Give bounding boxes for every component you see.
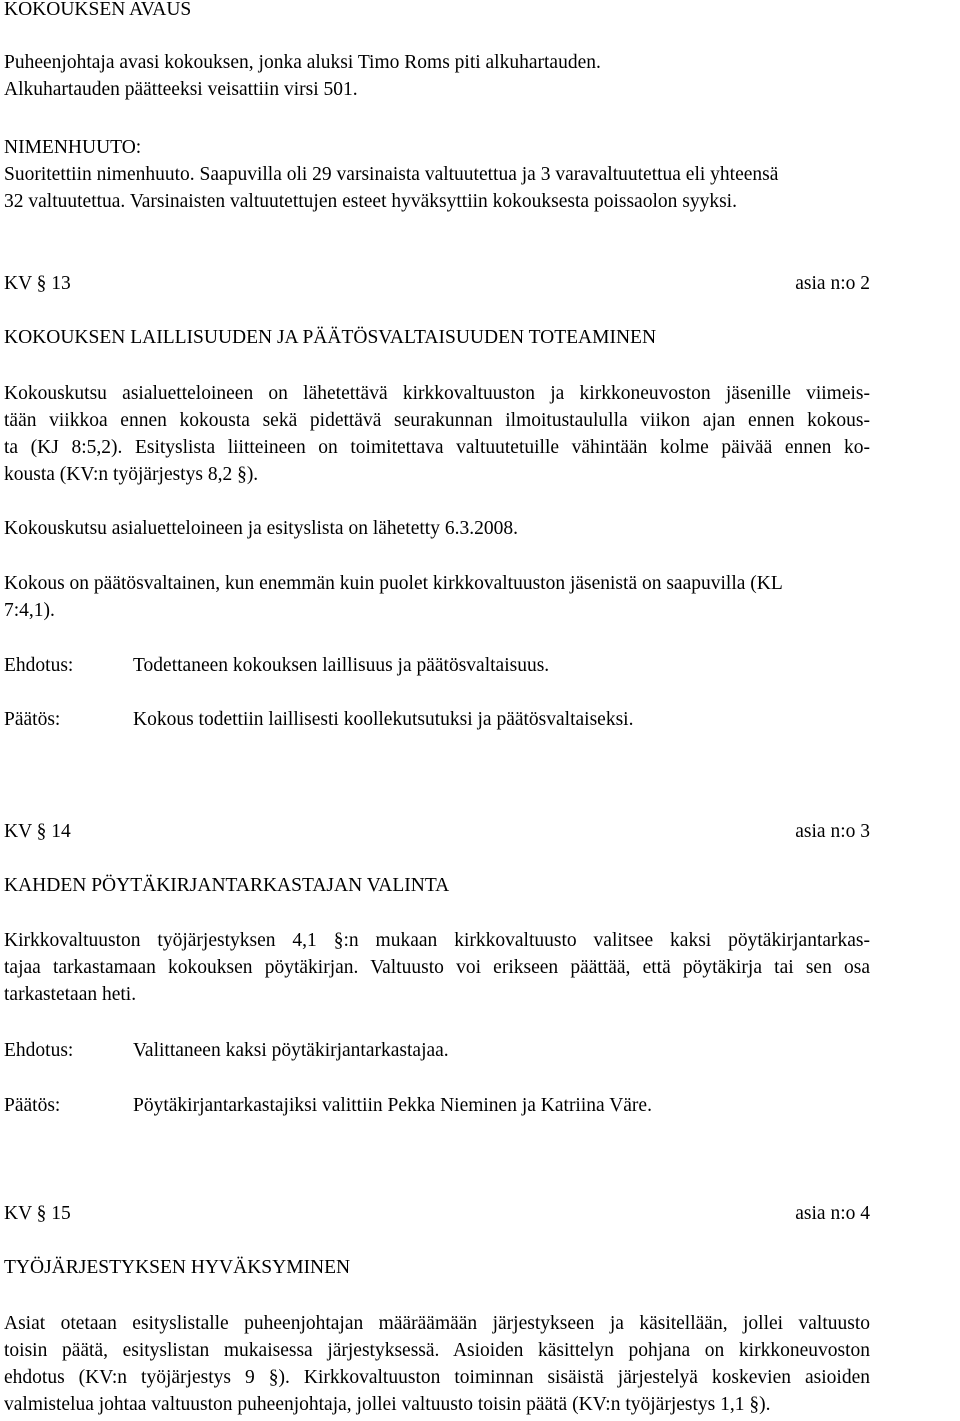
kv14-section-number: KV § 14	[4, 821, 71, 842]
kv15-item-number: asia n:o 4	[795, 1203, 870, 1224]
kv14-decision-text: Pöytäkirjantarkastajiksi valittiin Pekka Nieminen ja Katriina Väre.	[133, 1095, 652, 1116]
kv14-p1-line-3: tarkastetaan heti.	[4, 984, 137, 1005]
kv15-p1-line-1: Asiat otetaan esityslistalle puheenjohtajan määräämään järjestykseen ja käsitellään, jollei valtuusto	[4, 1313, 870, 1334]
kv13-header	[4, 270, 870, 297]
kv15-p1-line-4: valmistelua johtaa valtuuston puheenjohtaja, jollei valtuusto toisin päätä (KV:n työjärjestys 1,1 §).	[4, 1394, 771, 1415]
kv15-p1-line-3: ehdotus (KV:n työjärjestys 9 §). Kirkkovaltuuston toiminnan sisäistä järjestelyä koskevien asioiden	[4, 1367, 870, 1388]
kv15-header	[4, 1200, 870, 1227]
section-heading-opening: KOKOUKSEN AVAUS	[4, 0, 192, 20]
kv13-decision	[4, 706, 870, 733]
kv13-p1-line-4: kousta (KV:n työjärjestys 8,2 §).	[4, 464, 259, 485]
kv14-item-number: asia n:o 3	[795, 821, 870, 842]
rollcall-line-2: 32 valtuutettua. Varsinaisten valtuutettujen esteet hyväksyttiin kokouksesta poissaolon syyksi.	[4, 191, 737, 212]
kv14-proposal-label: Ehdotus:	[4, 1040, 74, 1061]
section-rollcall	[4, 134, 870, 215]
kv15-title	[4, 1254, 870, 1281]
kv15-paragraph-1	[4, 1310, 870, 1418]
kv14-heading: KAHDEN PÖYTÄKIRJANTARKASTAJAN VALINTA	[4, 875, 450, 896]
kv13-p1-line-2: tään viikkoa ennen kokousta sekä pidettävä seurakunnan ilmoitustaululla viikon ajan ennen kokous-	[4, 410, 870, 431]
kv13-p2-line: Kokouskutsu asialuetteloineen ja esityslista on lähetetty 6.3.2008.	[4, 518, 518, 539]
kv13-paragraph-3	[4, 570, 870, 624]
kv13-proposal	[4, 652, 870, 679]
kv14-p1-line-1: Kirkkovaltuuston työjärjestyksen 4,1 §:n mukaan kirkkovaltuusto valitsee kaksi pöytäkirjantarkas-	[4, 930, 870, 951]
kv13-p1-line-3: ta (KJ 8:5,2). Esityslista liitteineen on toimitettava valtuutetuille vähintään kolme päivää ennen ko-	[4, 437, 870, 458]
kv13-paragraph-2	[4, 515, 870, 542]
kv13-decision-text: Kokous todettiin laillisesti koollekutsutuksi ja päätösvaltaiseksi.	[133, 709, 634, 730]
kv13-section-number: KV § 13	[4, 273, 71, 294]
section-heading-rollcall: NIMENHUUTO:	[4, 137, 142, 158]
kv13-item-number: asia n:o 2	[795, 273, 870, 294]
kv14-decision	[4, 1092, 870, 1119]
opening-paragraph	[4, 49, 870, 103]
kv13-heading: KOKOUKSEN LAILLISUUDEN JA PÄÄTÖSVALTAISUUDEN TOTEAMINEN	[4, 327, 657, 348]
kv14-header	[4, 818, 870, 845]
kv15-p1-line-2: toisin päätä, esityslistan mukaisessa järjestyksessä. Asioiden käsittelyn pohjana on kirkkoneuvoston	[4, 1340, 870, 1361]
kv14-proposal-text: Valittaneen kaksi pöytäkirjantarkastajaa.	[133, 1040, 449, 1061]
kv14-proposal	[4, 1037, 870, 1064]
kv15-section-number: KV § 15	[4, 1203, 71, 1224]
kv13-title	[4, 324, 870, 351]
kv13-proposal-text: Todettaneen kokouksen laillisuus ja päätösvaltaisuus.	[133, 655, 550, 676]
rollcall-line-1: Suoritettiin nimenhuuto. Saapuvilla oli 29 varsinaista valtuutettua ja 3 varavaltuutettua eli yhteensä	[4, 164, 779, 185]
kv14-paragraph-1	[4, 927, 870, 1008]
kv14-p1-line-2: tajaa tarkastamaan kokouksen pöytäkirjan. Valtuusto voi erikseen päättää, että pöytäkirja tai sen osa	[4, 957, 870, 978]
opening-line-1: Puheenjohtaja avasi kokouksen, jonka aluksi Timo Roms piti alkuhartauden.	[4, 52, 601, 73]
kv14-decision-label: Päätös:	[4, 1095, 61, 1116]
opening-line-2: Alkuhartauden päätteeksi veisattiin virsi 501.	[4, 79, 358, 100]
kv15-heading: TYÖJÄRJESTYKSEN HYVÄKSYMINEN	[4, 1257, 351, 1278]
kv13-proposal-label: Ehdotus:	[4, 655, 74, 676]
kv13-p3-line-1: Kokous on päätösvaltainen, kun enemmän kuin puolet kirkkovaltuuston jäsenistä on saapuvilla (KL	[4, 573, 783, 594]
kv14-title	[4, 872, 870, 899]
kv13-p1-line-1: Kokouskutsu asialuetteloineen on lähetettävä kirkkovaltuuston ja kirkkoneuvoston jäsenille viimeis-	[4, 383, 870, 404]
kv13-p3-line-2: 7:4,1).	[4, 600, 55, 621]
kv13-decision-label: Päätös:	[4, 709, 61, 730]
section-opening	[4, 0, 870, 23]
kv13-paragraph-1	[4, 380, 870, 488]
